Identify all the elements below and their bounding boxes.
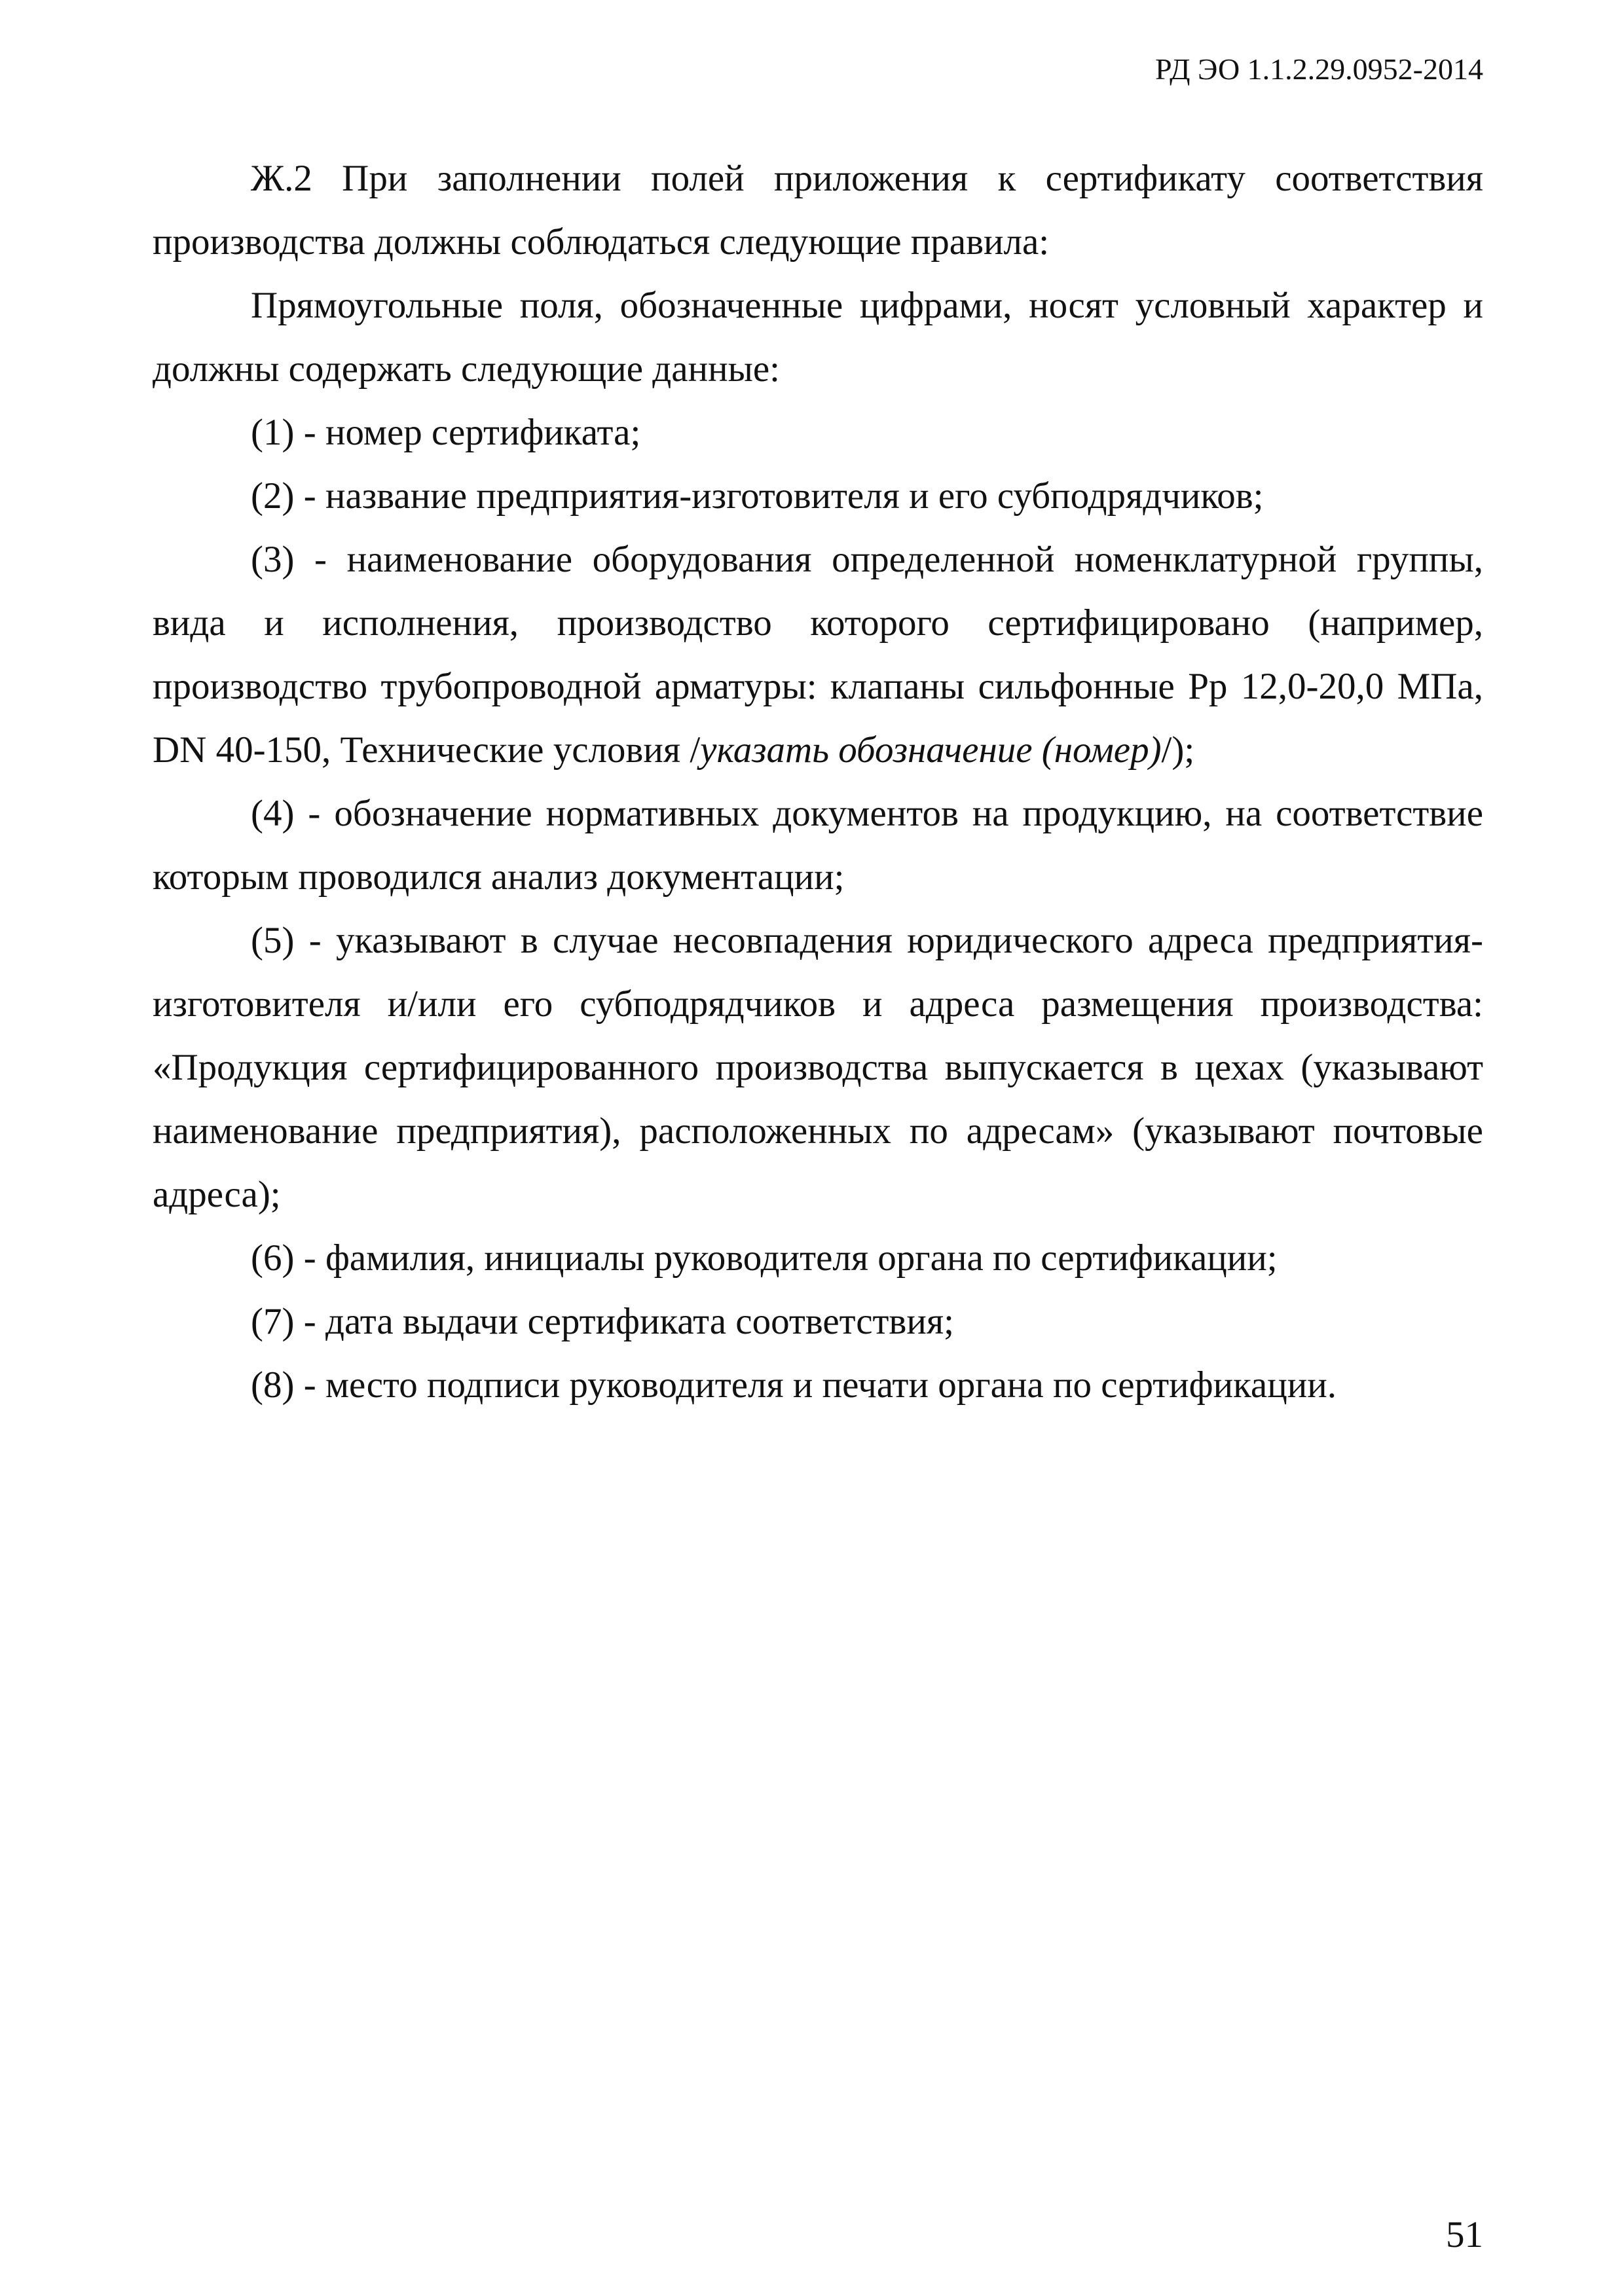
- item-number: (1): [251, 412, 295, 453]
- item-text: - обозначение нормативных документов на продукцию, на соответствие которым проводился анализ документации;: [153, 793, 1483, 898]
- item-number: (3): [251, 539, 295, 580]
- item-text: - место подписи руководителя и печати органа по сертификации.: [294, 1364, 1337, 1406]
- item-number: (5): [251, 920, 295, 961]
- item-number: (7): [251, 1301, 295, 1342]
- document-body: [153, 147, 1483, 1417]
- item-number: (8): [251, 1364, 295, 1406]
- section-intro-paragraph: Ж.2 При заполнении полей приложения к сертификату соответствия производства должны соблюдаться следующие правила:: [153, 158, 1483, 263]
- item-text: - название предприятия-изготовителя и его субподрядчиков;: [294, 475, 1264, 517]
- item-number: (2): [251, 475, 295, 517]
- list-item-7: [153, 1290, 1483, 1353]
- item-text: - наименование оборудования определенной номенклатурной группы, вида и исполнения, производство которого сертифицировано (например, производство трубопроводной арматуры: клапаны сильфонные Рр 12,0-20,0 МПа, DN 40-150, Технические условия /: [153, 539, 1483, 771]
- list-item-2: [153, 464, 1483, 528]
- item-text: - дата выдачи сертификата соответствия;: [294, 1301, 954, 1342]
- item-text: - фамилия, инициалы руководителя органа по сертификации;: [294, 1237, 1278, 1279]
- list-item-3: [153, 528, 1483, 782]
- item-number: (4): [251, 793, 295, 834]
- list-item-1: [153, 401, 1483, 464]
- list-item-5: [153, 909, 1483, 1226]
- item-number: (6): [251, 1237, 295, 1279]
- item-text: - указывают в случае несовпадения юридического адреса предприятия-изготовителя и/или его субподрядчиков и адреса размещения производства: «Продукция сертифицированного производства выпускается в цехах (указывают наименование предприятия), расположенных по адресам» (указывают почтовые адреса);: [153, 920, 1483, 1215]
- document-code: РД ЭО 1.1.2.29.0952-2014: [1155, 52, 1483, 86]
- list-item-4: [153, 782, 1483, 909]
- list-item-6: [153, 1226, 1483, 1290]
- list-item-8: [153, 1353, 1483, 1417]
- item-italic-text: указать обозначение (номер): [700, 729, 1162, 771]
- fields-intro-paragraph: Прямоугольные поля, обозначенные цифрами, носят условный характер и должны содержать следующие данные:: [153, 285, 1483, 390]
- item-tail-text: /);: [1161, 729, 1195, 771]
- item-text: - номер сертификата;: [294, 412, 641, 453]
- page-number: 51: [1446, 2214, 1483, 2255]
